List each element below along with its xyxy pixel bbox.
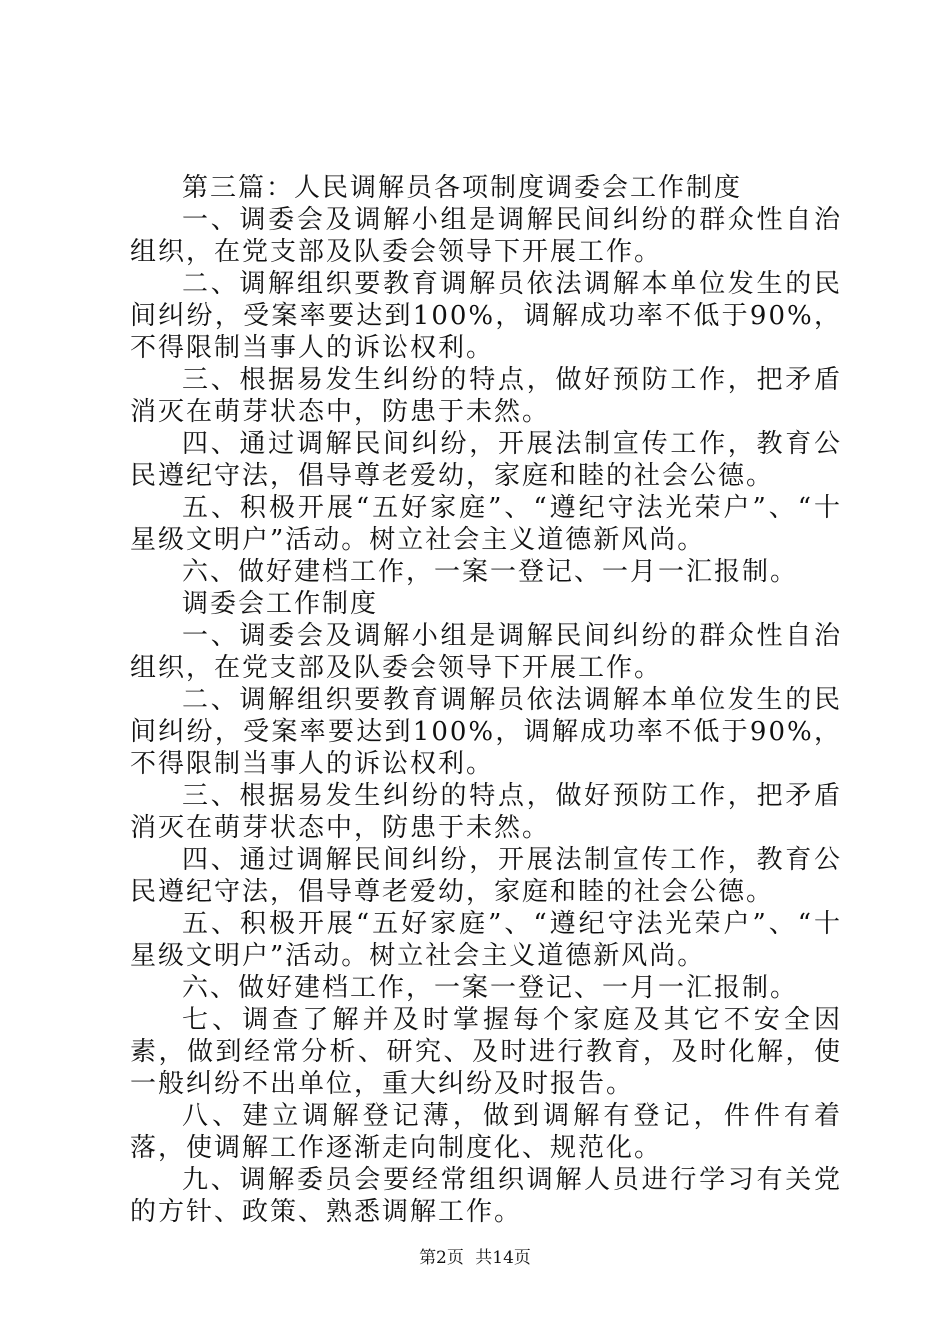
- paragraph: 八、建立调解登记薄，做到调解有登记，件件有着落，使调解工作逐渐走向制度化、规范化。: [130, 1101, 842, 1163]
- paragraph: 九、调解委员会要经常组织调解人员进行学习有关党的方针、政策、熟悉调解工作。: [130, 1165, 842, 1227]
- paragraph: 一、调委会及调解小组是调解民间纠纷的群众性自治组织，在党支部及队委会领导下开展工作。: [130, 621, 842, 683]
- paragraph: 三、根据易发生纠纷的特点，做好预防工作，把矛盾消灭在萌芽状态中，防患于未然。: [130, 781, 842, 843]
- paragraph: 二、调解组织要教育调解员依法调解本单位发生的民间纠纷，受案率要达到100%，调解成功率不低于90%，不得限制当事人的诉讼权利。: [130, 269, 842, 363]
- subsection-title: 调委会工作制度: [182, 589, 379, 619]
- paragraph: 四、通过调解民间纠纷，开展法制宣传工作，教育公民遵纪守法，倡导尊老爱幼，家庭和睦的社会公德。: [130, 429, 842, 491]
- paragraph: 四、通过调解民间纠纷，开展法制宣传工作，教育公民遵纪守法，倡导尊老爱幼，家庭和睦的社会公德。: [130, 845, 842, 907]
- paragraph: 五、积极开展“五好家庭”、“遵纪守法光荣户”、“十星级文明户”活动。树立社会主义道德新风尚。: [130, 493, 842, 555]
- paragraph: 七、调查了解并及时掌握每个家庭及其它不安全因素，做到经常分析、研究、及时进行教育，及时化解，使一般纠纷不出单位，重大纠纷及时报告。: [130, 1005, 842, 1099]
- section-title: 第三篇：人民调解员各项制度调委会工作制度: [182, 173, 743, 203]
- paragraph: 五、积极开展“五好家庭”、“遵纪守法光荣户”、“十星级文明户”活动。树立社会主义道德新风尚。: [130, 909, 842, 971]
- page-footer: [0, 1243, 950, 1268]
- paragraph: 二、调解组织要教育调解员依法调解本单位发生的民间纠纷，受案率要达到100%，调解成功率不低于90%，不得限制当事人的诉讼权利。: [130, 685, 842, 779]
- document-body: [130, 172, 842, 1228]
- paragraph: 六、做好建档工作，一案一登记、一月一汇报制。: [182, 557, 799, 587]
- paragraph: 三、根据易发生纠纷的特点，做好预防工作，把矛盾消灭在萌芽状态中，防患于未然。: [130, 365, 842, 427]
- paragraph: 六、做好建档工作，一案一登记、一月一汇报制。: [182, 973, 799, 1003]
- page-number: 第2页 共14页: [419, 1248, 531, 1268]
- paragraph: 一、调委会及调解小组是调解民间纠纷的群众性自治组织，在党支部及队委会领导下开展工作。: [130, 205, 842, 267]
